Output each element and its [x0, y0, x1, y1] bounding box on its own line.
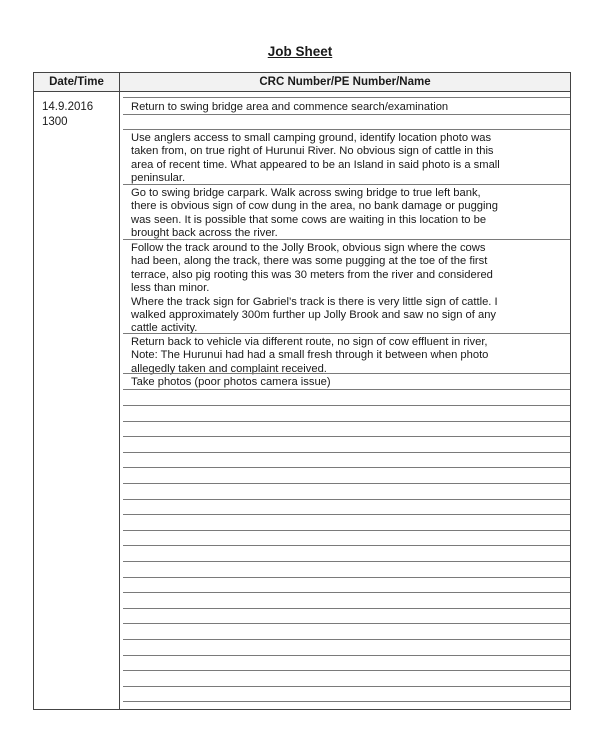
date-time-cell: [42, 100, 117, 130]
ruled-line: [123, 97, 570, 98]
log-entry: Follow the track around to the Jolly Brook, obvious sign where the cows had been, along the track, there was some pugging at the toe of the first terrace, also pig rooting this was 30 meters from the river and considered less than minor. Where the track sign for Gabriel’s track is there is very little sign of cattle. I walked approximately 300m further up Jolly Brook and saw no sign of any cattle activity.: [131, 242, 498, 335]
date-time-header: Date/Time: [49, 76, 104, 88]
column-divider: [119, 73, 120, 709]
ruled-line: [123, 436, 570, 437]
ruled-line: [123, 623, 570, 624]
ruled-lines: [123, 91, 570, 709]
ruled-line: [123, 421, 570, 422]
ruled-line: [123, 514, 570, 515]
ruled-line: [123, 639, 570, 640]
ruled-line: [123, 608, 570, 609]
ruled-line: [123, 530, 570, 531]
ruled-line: [123, 333, 570, 334]
ruled-line: [123, 373, 570, 374]
ruled-line: [123, 592, 570, 593]
ruled-line: [123, 686, 570, 687]
ruled-line: [123, 405, 570, 406]
log-entry: Return to swing bridge area and commence search/examination: [131, 101, 449, 113]
ruled-line: [123, 129, 570, 130]
ruled-line: [123, 239, 570, 240]
ruled-line: [123, 499, 570, 500]
table-header-row: [34, 73, 570, 92]
ruled-line: [123, 483, 570, 484]
ruled-line: [123, 561, 570, 562]
ruled-line: [123, 114, 570, 115]
job-sheet-table: [33, 72, 571, 710]
ruled-line: [123, 184, 570, 185]
page-title: Job Sheet: [267, 44, 333, 59]
ruled-line: [123, 577, 570, 578]
log-entry: Go to swing bridge carpark. Walk across swing bridge to true left bank, there is obvious sign of cow dung in the area, no bank damage or pugging was seen. It is possible that some cows are waiting in this location to be brought back across the river.: [131, 187, 498, 240]
entry-date: 14.9.2016: [42, 101, 94, 113]
ruled-line: [123, 467, 570, 468]
ruled-line: [123, 452, 570, 453]
ruled-line: [123, 670, 570, 671]
ruled-line: [123, 701, 570, 702]
ruled-line: [123, 655, 570, 656]
log-entry: Use anglers access to small camping ground, identify location photo was taken from, on true right of Hurunui River. No obvious sign of cattle in this area of recent time. What appeared to be an Island in said photo is a small peninsular.: [131, 132, 500, 185]
ruled-line: [123, 389, 570, 390]
log-entry: Return back to vehicle via different route, no sign of cow effluent in river, Note: The Hurunui had had a small fresh through it between when photo allegedly taken and complaint received.: [131, 336, 489, 375]
ruled-line: [123, 545, 570, 546]
log-entry: Take photos (poor photos camera issue): [131, 376, 331, 388]
entry-time: 1300: [42, 116, 68, 128]
crc-header: CRC Number/PE Number/Name: [259, 76, 431, 88]
